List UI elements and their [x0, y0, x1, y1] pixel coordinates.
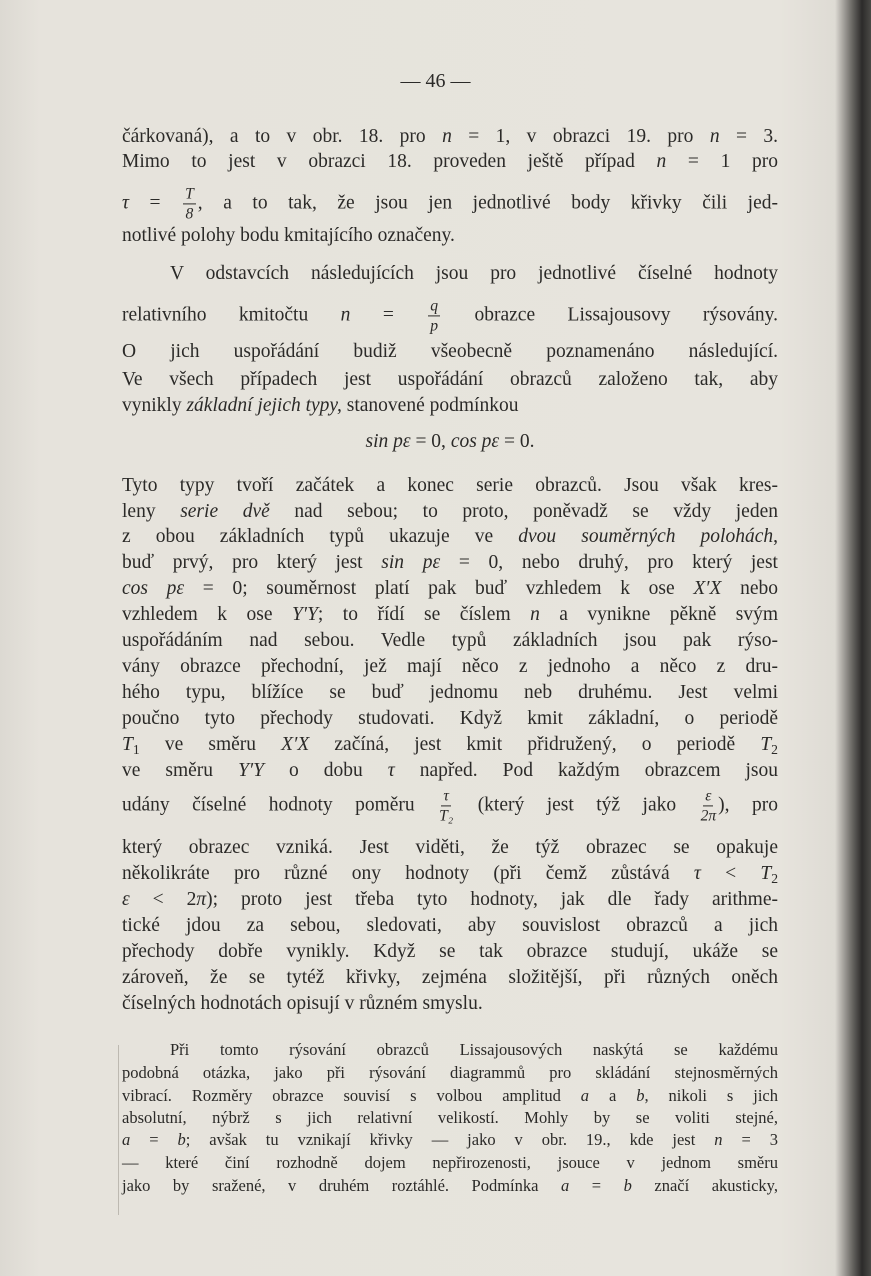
italic-text: b — [623, 1176, 632, 1195]
text-run: = 0. — [499, 431, 535, 452]
footnote-line — [122, 1175, 778, 1197]
text-run: ); proto jest třeba tyto hodnoty, jak dle řady arithme- — [206, 889, 778, 910]
body-line — [122, 124, 778, 150]
body-line — [122, 680, 778, 706]
text-run: ; avšak tu vznikají křivky — jako v obr. 19., kde jest — [185, 1130, 715, 1149]
footnote-line — [122, 1062, 778, 1084]
text-run: poučno tyto přechody studovati. Když kmit základní, o periodě — [122, 708, 778, 729]
body-line — [122, 706, 778, 732]
numerator: τ — [443, 787, 449, 805]
body-line — [122, 524, 778, 550]
text-run: hého typu, blížíce se buď jednomu neb druhému. Jest velmi — [122, 682, 778, 703]
text-run: a — [589, 1086, 637, 1105]
text-run: relativního kmitočtu — [122, 304, 341, 326]
text-run: vzhledem k ose — [122, 604, 292, 625]
italic-text: T — [760, 734, 772, 755]
italic-text: π — [196, 889, 207, 910]
text-run: vynikly — [122, 395, 187, 416]
italic-text: základní jejich typy, — [186, 395, 342, 416]
body-line — [122, 339, 778, 365]
text-run: , nikoli s jich — [644, 1086, 778, 1105]
body-line — [122, 186, 778, 221]
text-run: zároveň, že se tytéž křivky, zejména složitější, při různých oněch — [122, 967, 778, 988]
italic-text: b — [636, 1086, 645, 1105]
text-run: nebo — [721, 578, 779, 599]
body-line — [122, 149, 778, 175]
text-run: ve směru — [139, 734, 282, 755]
italic-text: n — [709, 126, 720, 147]
text-run: = — [350, 304, 427, 326]
fraction — [701, 788, 717, 823]
italic-text: τ — [693, 863, 701, 884]
text-run: podobná otázka, jako při rýsování diagrammů pro skládání stejnosměrných — [122, 1063, 778, 1082]
italic-text: n — [442, 126, 452, 147]
text-run: Tyto typy tvoří začátek a konec serie obrazců. Jsou však kres- — [122, 475, 778, 496]
text-run: Ve všech případech jest uspořádání obrazců založeno tak, aby — [122, 369, 778, 390]
italic-text: τ — [122, 192, 129, 214]
text-run: < — [700, 863, 761, 884]
body-line — [122, 429, 778, 455]
body-line — [122, 298, 778, 333]
italic-text: Y′Y — [291, 604, 318, 625]
text-run: = — [130, 1130, 178, 1149]
italic-text: Y′Y — [238, 760, 265, 781]
body-line — [122, 367, 778, 393]
text-run: Mimo to jest v obrazci 18. proveden ještě případ — [122, 151, 657, 172]
text-run: = 3 — [722, 1130, 778, 1149]
body-line — [122, 550, 778, 576]
italic-text: b — [177, 1130, 186, 1149]
text-run: buď prvý, pro který jest — [122, 552, 382, 573]
text-run: , a to tak, že jsou jen jednotlivé body křivky čili jed- — [197, 192, 779, 214]
text-run: nad sebou; to proto, poněvadž se vždy jeden — [269, 501, 778, 522]
text-run: = — [128, 192, 182, 214]
italic-text: n — [340, 304, 351, 326]
body-line — [122, 913, 778, 939]
italic-text: sin pε — [365, 431, 411, 452]
text-run: O jich uspořádání budiž všeobecně poznamenáno následující. — [122, 341, 778, 362]
text-run: leny — [122, 501, 181, 522]
text-run: a vynikne pěkně svým — [539, 604, 778, 625]
body-line — [122, 654, 778, 680]
italic-text: cos pε — [450, 431, 500, 452]
italic-text: cos pε — [122, 578, 185, 599]
italic-text: T — [760, 863, 772, 884]
italic-text: serie dvě — [180, 501, 270, 522]
italic-text: a — [560, 1176, 570, 1195]
text-run: tické jdou za sebou, sledovati, aby souvislost obrazců a jich — [122, 915, 778, 936]
italic-text: T — [122, 734, 133, 755]
text-run: udány číselné hodnoty poměru — [122, 794, 438, 816]
text-run: V odstavcích následujících jsou pro jednotlivé číselné hodnoty — [170, 263, 778, 284]
italic-text: n — [714, 1130, 723, 1149]
text-run: = 0; souměrnost platí pak buď vzhledem k ose — [184, 578, 694, 599]
body-line — [122, 393, 778, 419]
text-run: (který jest týž jako — [455, 794, 699, 816]
text-run: Při tomto rýsování obrazců Lissajousových naskýtá se každému — [170, 1040, 778, 1059]
numerator: ε — [705, 787, 712, 805]
subscript: 1 — [132, 742, 140, 757]
text-run: = 0, — [410, 431, 451, 452]
text-run: obrazce Lissajousovy rýsovány. — [442, 304, 778, 326]
italic-text: a — [580, 1086, 590, 1105]
text-run: uspořádáním nad sebou. Vedle typů základních jsou pak rýso- — [122, 630, 778, 651]
body-line — [122, 758, 778, 784]
body-line — [122, 732, 778, 758]
footnote-line — [122, 1129, 778, 1151]
body-line — [122, 261, 778, 287]
denominator: p — [430, 317, 439, 334]
margin-mark — [118, 1045, 119, 1215]
body-line — [122, 576, 778, 602]
text-run: — které činí rozhodně dojem nepřirozenosti, jsouce v jednom směru — [122, 1153, 778, 1172]
denominator: 2π — [700, 807, 717, 824]
footnote-line — [122, 1107, 778, 1129]
body-line — [122, 887, 778, 913]
body-line — [122, 223, 778, 249]
text-run: začíná, jest kmit přidružený, o periodě — [309, 734, 761, 755]
body-line — [122, 861, 778, 887]
text-run: který obrazec vzniká. Jest viděti, že týž obrazec se opakuje — [122, 837, 778, 858]
text-run: číselných hodnotách opisují v různém smyslu. — [122, 993, 483, 1014]
text-run: notlivé polohy bodu kmitajícího označeny. — [122, 225, 455, 246]
italic-text: n — [530, 604, 540, 625]
numerator: q — [430, 297, 439, 315]
text-run: stanovené podmínkou — [341, 395, 519, 416]
text-run: čárkovaná), a to v obr. 18. pro — [122, 126, 443, 147]
text-run: = 0, nebo druhý, pro který jest — [440, 552, 778, 573]
italic-text: sin pε — [381, 552, 441, 573]
text-run: jako by sražené, v druhém roztáhlé. Podmínka — [122, 1176, 561, 1195]
footnote-line — [122, 1039, 778, 1061]
text-run: napřed. Pod každým obrazcem jsou — [394, 760, 779, 781]
text-run: značí akusticky, — [631, 1176, 778, 1195]
text-run: = 1, v obrazci 19. pro — [451, 126, 710, 147]
body-line — [122, 628, 778, 654]
italic-text: X′X — [281, 734, 310, 755]
text-run: z obou základních typů ukazuje ve — [122, 526, 519, 547]
body-line — [122, 939, 778, 965]
text-run: o dobu — [264, 760, 388, 781]
body-line — [122, 788, 778, 823]
fraction — [428, 298, 440, 333]
subscript: 2 — [771, 742, 778, 757]
italic-text: ε — [122, 889, 130, 910]
text-run: = — [569, 1176, 624, 1195]
text-run: ), pro — [718, 794, 778, 816]
italic-text: n — [656, 151, 667, 172]
text-run: = 3. — [719, 126, 779, 147]
text-run: < 2 — [129, 889, 197, 910]
footnote-line — [122, 1152, 778, 1174]
text-run: absolutní, nýbrž s jich relativní velikostí. Mohly by se voliti stejné, — [122, 1108, 778, 1127]
text-run: vány obrazce přechodní, jež mají něco z jednoho a něco z dru- — [122, 656, 778, 677]
text-run: ; to řídí se číslem — [317, 604, 531, 625]
footnote-line — [122, 1085, 778, 1107]
fraction — [439, 788, 453, 823]
text-run: ve směru — [122, 760, 239, 781]
body-line — [122, 835, 778, 861]
numerator: T — [185, 185, 194, 203]
text-run: = 1 pro — [666, 151, 778, 172]
text-run: , — [773, 526, 778, 547]
subscript: 2 — [771, 871, 779, 886]
italic-text: dvou souměrných polohách — [518, 526, 774, 547]
page-number: — 46 — — [400, 70, 471, 92]
body-line — [122, 499, 778, 525]
italic-text: X′X — [693, 578, 722, 599]
body-line — [122, 473, 778, 499]
italic-text: a — [122, 1130, 131, 1149]
text-run: vibrací. Rozměry obrazce souvisí s volbou amplitud — [122, 1086, 581, 1105]
denominator: T₂ — [439, 807, 454, 824]
denominator: 8 — [185, 205, 194, 222]
text-run: přechody dobře vynikly. Když se tak obrazce studují, ukáže se — [122, 941, 778, 962]
italic-text: τ — [387, 760, 395, 781]
body-line — [122, 965, 778, 991]
text-run: několikráte pro různé ony hodnoty (při čemž zůstává — [122, 863, 694, 884]
body-line — [122, 602, 778, 628]
body-line — [122, 991, 778, 1017]
fraction — [183, 186, 196, 221]
